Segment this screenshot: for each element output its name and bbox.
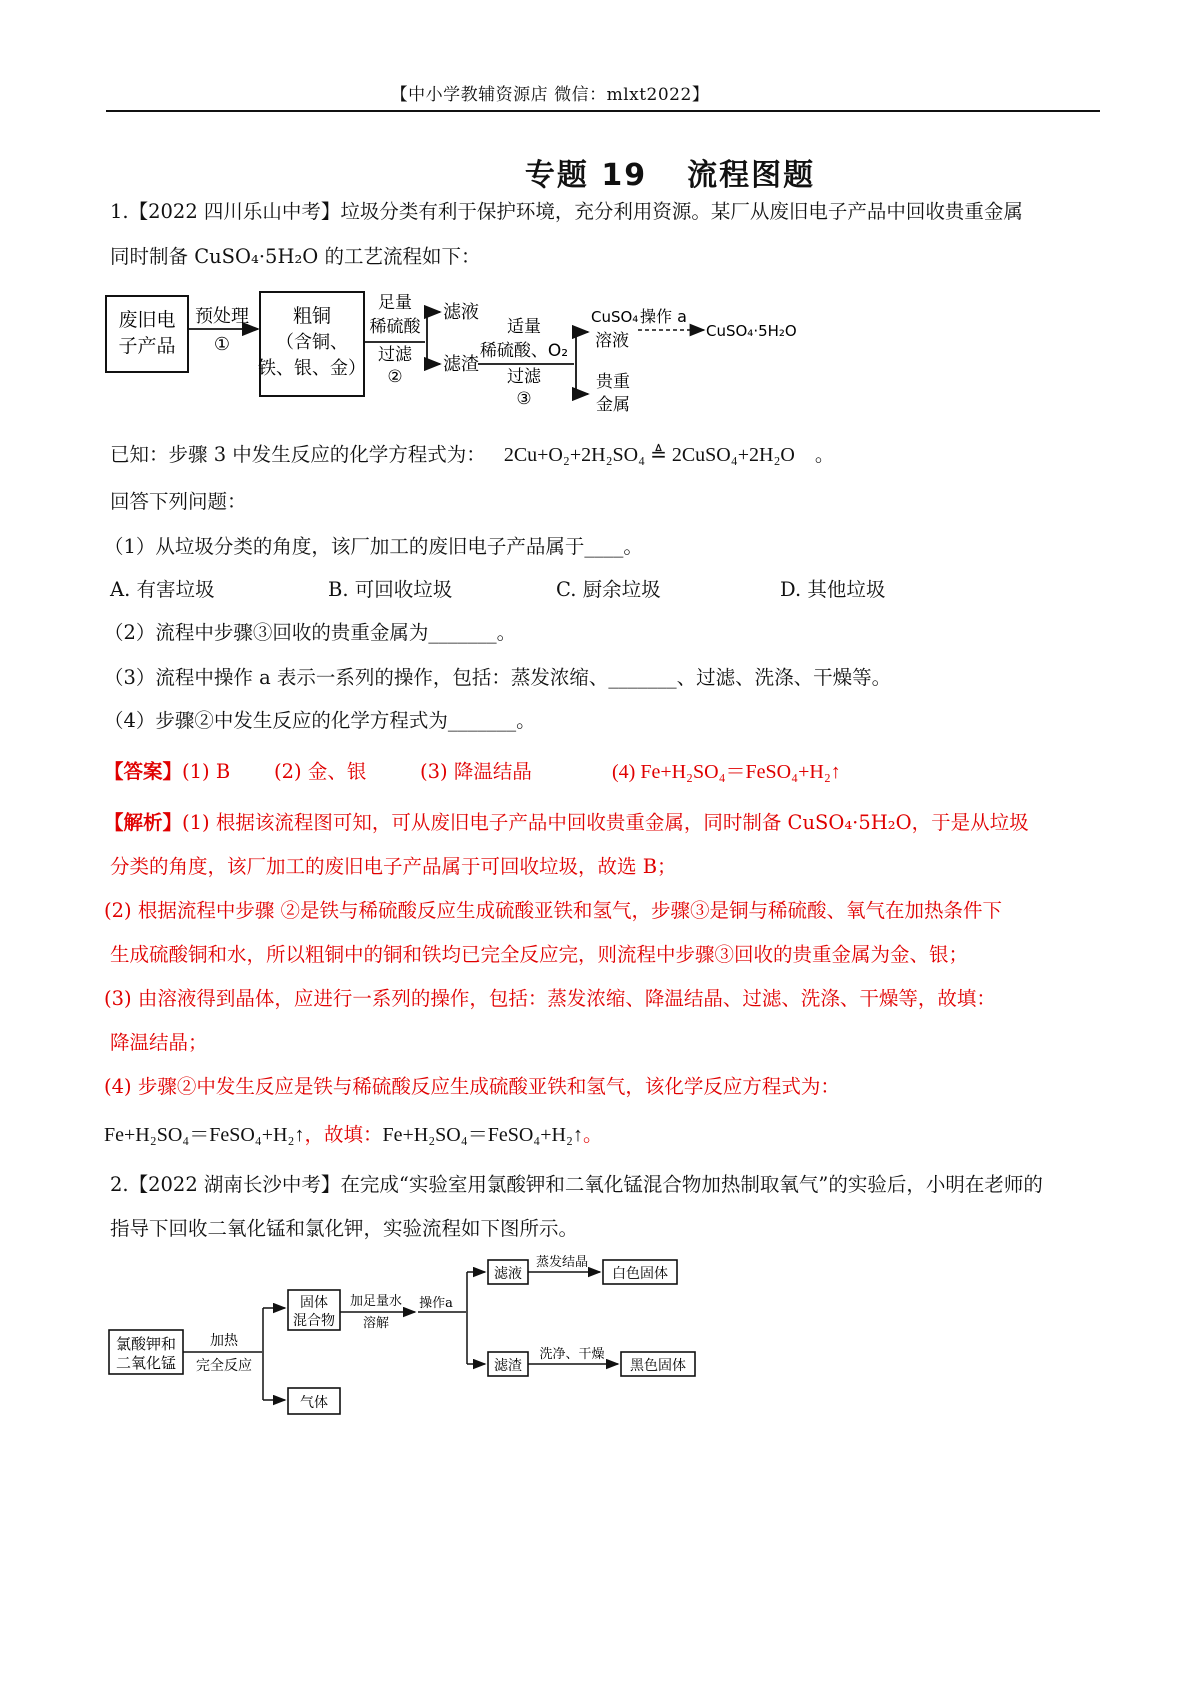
flow2-wash: 洗净、干燥	[539, 1347, 605, 1362]
flow-metal-line1: 贵重	[596, 372, 630, 392]
header-divider	[106, 110, 1100, 112]
q1-known-end: 。	[814, 443, 835, 466]
flow-step2-line3: 过滤	[378, 345, 412, 365]
analysis-line-1	[104, 808, 1029, 838]
flow-step3-line4: ③	[516, 389, 532, 409]
title-name: 流程图题	[687, 158, 816, 193]
flow2-white: 白色固体	[612, 1266, 668, 1282]
option-a: A. 有害垃圾	[110, 578, 215, 601]
analysis-line-5: (3) 由溶液得到晶体，应进行一系列的操作，包括：蒸发浓缩、降温结晶、过滤、洗涤、干燥等，故填：	[104, 987, 996, 1010]
flow2-gas: 气体	[300, 1395, 328, 1411]
q2-flowchart	[100, 1252, 720, 1432]
q1-sub4: （4）步骤②中发生反应的化学方程式为_______。	[104, 709, 536, 732]
flow2-operation: 操作a	[419, 1296, 453, 1311]
flow-box-waste-line2: 子产品	[118, 335, 176, 357]
q1-answer	[104, 757, 1004, 787]
flow-operation-a: 操作 a	[640, 307, 687, 326]
flow2-heat-line1: 加热	[210, 1333, 238, 1349]
answer-label: 【答案】	[104, 760, 183, 783]
title-topic: 专题 19	[524, 158, 648, 193]
q2-line-1: 2.【2022 湖南长沙中考】在完成“实验室用氯酸钾和二氧化锰混合物加热制取氧气”的实验后，小明在老师的	[110, 1173, 1043, 1196]
analysis-line-6: 降温结晶；	[110, 1031, 208, 1054]
final-mid: ，故填：	[304, 1123, 383, 1146]
q1-sub2: （2）流程中步骤③回收的贵重金属为_______。	[104, 621, 517, 644]
flow-box-waste-line1: 废旧电	[118, 309, 176, 331]
q1-options	[110, 575, 1010, 605]
flow-metal-line2: 金属	[596, 395, 630, 415]
flow2-black: 黑色固体	[630, 1358, 686, 1374]
flow-crude-copper-line3: 铁、银、金）	[258, 358, 366, 379]
page-title	[0, 150, 1200, 194]
flow-step3-line3: 过滤	[507, 367, 541, 387]
q2-line-2: 指导下回收二氧化锰和氯化钾，实验流程如下图所示。	[110, 1217, 579, 1240]
flow-cuso4-label: CuSO₄	[591, 308, 639, 326]
answer-part-4: (4) Fe+H₂SO₄＝FeSO₄+H₂↑	[612, 761, 841, 783]
flow-step2-line2: 稀硫酸	[369, 317, 421, 337]
q1-sub3: （3）流程中操作 a 表示一系列的操作，包括：蒸发浓缩、_______、过滤、洗涤、干燥等。	[104, 666, 892, 689]
analysis-line-2: 分类的角度，该厂加工的废旧电子产品属于可回收垃圾，故选 B；	[110, 855, 677, 878]
q1-known	[110, 440, 834, 470]
flow2-start-line1: 氯酸钾和	[115, 1335, 177, 1353]
flow2-dissolve-line2: 溶解	[362, 1316, 390, 1331]
flow2-residue: 滤渣	[494, 1358, 522, 1374]
page-header: 【中小学教辅资源店 微信：mlxt2022】	[390, 85, 710, 105]
option-d: D. 其他垃圾	[780, 578, 886, 601]
analysis-label: 【解析】	[104, 811, 183, 834]
flow-step3-line2: 稀硫酸、O₂	[479, 341, 569, 361]
flow-step2-line1: 足量	[378, 293, 412, 313]
flow2-evap: 蒸发结晶	[535, 1255, 589, 1270]
q1-sub1: （1）从垃圾分类的角度，该厂加工的废旧电子产品属于____。	[104, 535, 643, 558]
q1-prompt: 回答下列问题：	[110, 490, 247, 513]
analysis-line-7: (4) 步骤②中发生反应是铁与稀硫酸反应生成硫酸亚铁和氢气，该化学反应方程式为：	[104, 1075, 840, 1098]
analysis-line-4: 生成硫酸铜和水，所以粗铜中的铜和铁均已完全反应完，则流程中步骤③回收的贵重金属为金、银；	[110, 943, 969, 966]
option-c: C. 厨余垃圾	[556, 578, 661, 601]
answer-part-2: (2) 金、银	[274, 760, 367, 783]
analysis-line-3: (2) 根据流程中步骤 ②是铁与稀硫酸反应生成硫酸亚铁和氢气，步骤③是铜与稀硫酸、氧气在加热条件下	[104, 899, 1003, 922]
flow-step3-line1: 适量	[507, 317, 541, 337]
flow-crude-copper-line2: （含铜、	[276, 332, 348, 353]
answer-part-3: (3) 降温结晶	[420, 760, 532, 783]
final-equation-1: Fe+H₂SO₄＝FeSO₄+H₂↑	[104, 1124, 305, 1146]
flow2-solid-line1: 固体	[300, 1295, 328, 1311]
final-equation-2: Fe+H₂SO₄＝FeSO₄+H₂↑	[382, 1124, 583, 1146]
final-end: 。	[582, 1123, 603, 1146]
flow2-start-line2: 二氧化锰	[115, 1354, 177, 1372]
flow2-solid-line2: 混合物	[293, 1313, 335, 1329]
flow2-heat-line2: 完全反应	[196, 1358, 252, 1374]
analysis-final	[104, 1120, 602, 1150]
flow-residue: 滤渣	[443, 354, 479, 375]
q1-known-equation: 2Cu+O₂+2H₂SO₄ ≜ 2CuSO₄+2H₂O	[503, 444, 795, 466]
flow-filtrate: 滤液	[443, 302, 479, 323]
option-b: B. 可回收垃圾	[328, 578, 453, 601]
q1-known-text: 已知：步骤 3 中发生反应的化学方程式为：	[110, 443, 486, 466]
flow-step2-line4: ②	[387, 367, 403, 387]
q1-line-1: 1.【2022 四川乐山中考】垃圾分类有利于保护环境，充分利用资源。某厂从废旧电子产品中回收贵重金属	[110, 200, 1023, 223]
flow-crude-copper-line1: 粗铜	[292, 305, 332, 327]
answer-part-1: (1) B	[182, 760, 231, 783]
flow-step1-number: ①	[213, 334, 231, 355]
q1-line-2: 同时制备 CuSO₄·5H₂O 的工艺流程如下：	[110, 245, 481, 268]
flow-solution-label: 溶液	[595, 331, 629, 351]
flow-step1-label: 预处理	[195, 306, 249, 327]
flow2-filtrate: 滤液	[494, 1266, 522, 1282]
flow-product: CuSO₄·5H₂O	[706, 322, 797, 340]
flow2-dissolve-line1: 加足量水	[349, 1294, 403, 1309]
flow-box-waste	[106, 296, 188, 372]
q1-flowchart	[100, 282, 860, 422]
analysis-text-1: (1) 根据该流程图可知，可从废旧电子产品中回收贵重金属，同时制备 CuSO₄·5H₂O，于是从垃圾	[182, 811, 1029, 834]
